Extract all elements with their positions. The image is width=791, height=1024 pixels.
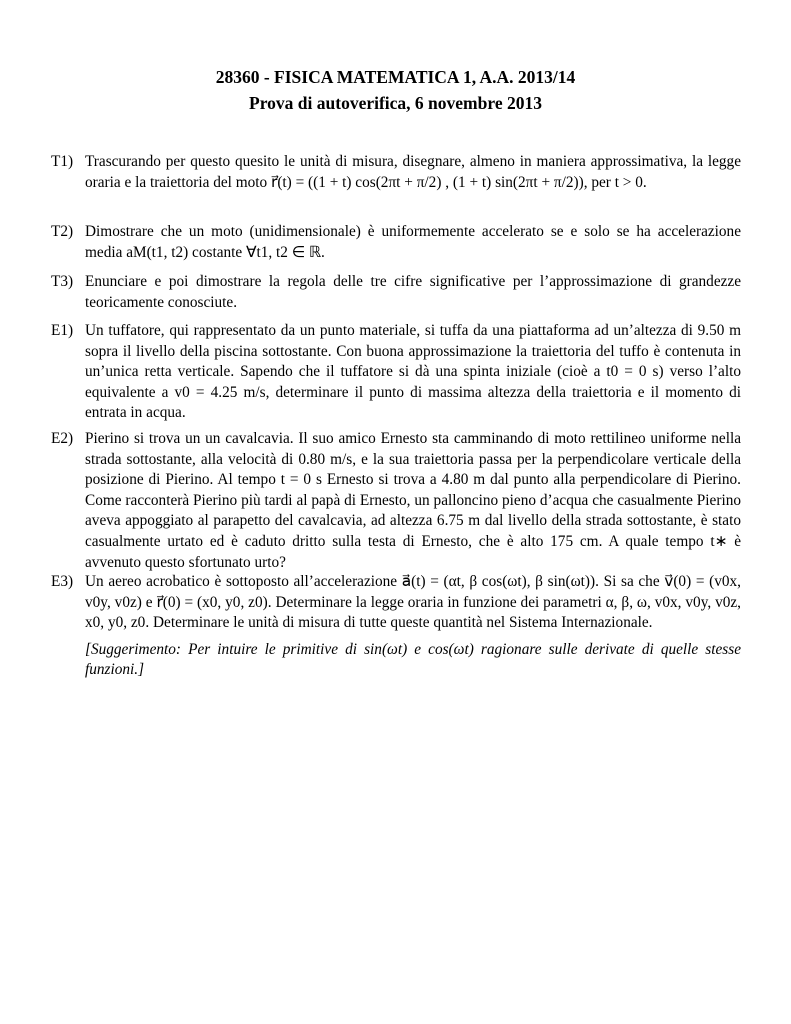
question-text: Dimostrare che un moto (unidimensionale) è uniformemente accelerato se e solo se ha accelerazione media aM(t1, t2) costante ∀t1, t2 ∈ ℝ. [85, 223, 741, 261]
exercise-text: Un tuffatore, qui rappresentato da un punto materiale, si tuffa da una piattaforma ad un’altezza di 9.50 m sopra il livello della piscina sottostante. Con buona approssimazione la traiettoria del tuffo è contenuta in un’unica retta verticale. Sapendo che il tuffatore si dà una spinta iniziale (cioè a t0 = 0 s) verso l’alto equivalente a v0 = 4.25 m/s, determinare il punto di massima altezza della traiettoria e il momento di entrata in acqua. [85, 322, 741, 422]
question-label: T1) [51, 153, 74, 170]
document-title: 28360 - FISICA MATEMATICA 1, A.A. 2013/14 [215, 67, 576, 87]
question-t2 [51, 222, 741, 263]
exercise-e1 [51, 321, 741, 424]
question-text: Enunciare e poi dimostrare la regola delle tre cifre significative per l’approssimazione di grandezze teoricamente conosciute. [85, 273, 741, 311]
question-text: Trascurando per questo quesito le unità di misura, disegnare, almeno in maniera approssimativa, la legge oraria e la traiettoria del moto r⃗(t) = ((1 + t) cos(2πt + π/2) , (1 + t) sin(2πt + π/2)), per t > 0. [85, 153, 741, 191]
exercise-text: Un aereo acrobatico è sottoposto all’accelerazione a⃗(t) = (αt, β cos(ωt), β sin(ωt)). Si sa che v⃗(0) = (v0x, v0y, v0z) e r⃗(0) = (x0, y0, z0). Determinare la legge oraria in funzione dei parametri α, β, ω, v0x, v0y, v0z, x0, y0, z0. Determinare le unità di misura di tutte queste quantità nel Sistema Internazionale. [85, 573, 741, 632]
exercise-e2 [51, 429, 741, 573]
exercise-suggestion: [Suggerimento: Per intuire le primitive di sin(ωt) e cos(ωt) ragionare sulle derivate di quelle stesse funzioni.] [85, 640, 741, 679]
question-t1 [51, 152, 741, 193]
exercise-text: Pierino si trova un un cavalcavia. Il suo amico Ernesto sta camminando di moto rettilineo uniforme nella strada sottostante, alla velocità di 0.80 m/s, e la sua traiettoria passa per la perpendicolare verticale della posizione di Pierino. Al tempo t = 0 s Ernesto si trova a 4.80 m dal punto alla perpendicolare di Pierino. Come racconterà Pierino più tardi al papà di Ernesto, un palloncino pieno d’acqua che casualmente Pierino aveva appoggiato al parapetto del cavalcavia, ad altezza 6.75 m dal livello della strada sottostante, è stato casualmente urtato ed è caduto dritto sulla testa di Ernesto, che è alto 175 cm. A quale tempo t∗ è avvenuto questo sfortunato urto? [85, 430, 741, 571]
question-label: T3) [51, 273, 74, 290]
document-subtitle: Prova di autoverifica, 6 novembre 2013 [249, 93, 542, 113]
exercise-e3 [51, 572, 741, 681]
exercise-label: E2) [51, 430, 74, 447]
question-t3 [51, 272, 741, 313]
exercise-label: E1) [51, 322, 74, 339]
exercise-label: E3) [51, 573, 74, 590]
question-label: T2) [51, 223, 74, 240]
